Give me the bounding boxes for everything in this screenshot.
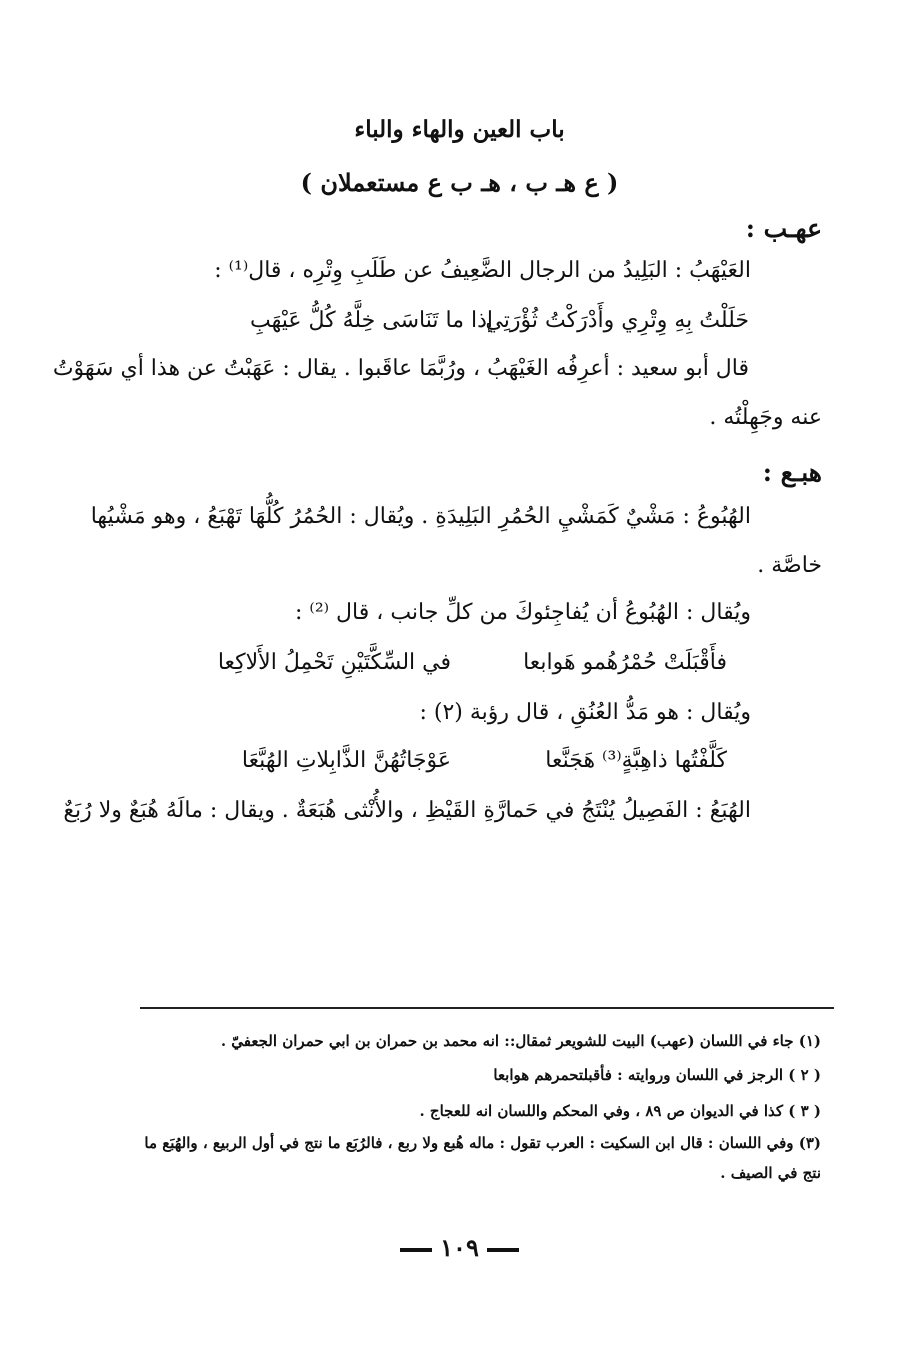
page-number-dash-right bbox=[487, 1248, 519, 1252]
entry-hba-line-1: الهُبُوعُ : مَشْيٌ كَمَشْيِ الحُمُرِ البَلِيدَةِ . ويُقال : الحُمُرُ كُلُّهَا تَهْبَعُ ، وهو مَشْيُها bbox=[90, 504, 751, 529]
footnote-3: ( ٣ ) كذا في الديوان ص ٨٩ ، وفي المحكم واللسان انه للعجاج . bbox=[419, 1102, 821, 1120]
entry-ahb-line-2: قال أبو سعيد : أعرِفُه الغَيْهَبُ ، ورُبَّمَا عاقَبوا . يقال : عَهَبْتُ عن هذا أي سَهَوْتُ bbox=[52, 356, 749, 381]
entry-heading-hba: هبـع : bbox=[762, 458, 822, 487]
entry-hba-line-4: ويُقال : هو مَدُّ العُنُقِ ، قال رؤبة (٢) : bbox=[419, 700, 751, 725]
verse-3-second-hemistich: عَوْجَاتُهُنَّ الذَّابِلاتِ الهُبَّعَا bbox=[241, 748, 451, 773]
page-number bbox=[0, 1233, 919, 1262]
page-title: باب العين والهاء والباء bbox=[354, 116, 565, 143]
footnote-1: (١) جاء في اللسان (عهب) البيت للشويعر ثمقال:: انه محمد بن حمران بن ابي حمران الجعفيّ . bbox=[220, 1032, 821, 1050]
entry-hba-line-5: الهُبَعُ : الفَصِيلُ يُنْتَجُ في حَمارَّةِ القَيْظِ ، والأُنْثى هُبَعَةٌ . ويقال : مالَهُ هُبَعٌ ولا رُبَعٌ bbox=[63, 798, 751, 823]
footnote-separator bbox=[140, 1007, 834, 1009]
entry-hba-line-3: ويُقال : الهُبُوعُ أن يُفاجِئوكَ من كلِّ جانب ، قال ⁽²⁾ : bbox=[295, 600, 751, 625]
footnote-4-continued: نتج في الصيف . bbox=[720, 1164, 821, 1182]
page-number-dash-left bbox=[400, 1248, 432, 1252]
verse-1-first-hemistich: حَلَلْتُ بِهِ وِتْرِي وأَدْرَكْتُ ثُؤْرَتِي bbox=[485, 308, 749, 333]
page-number-value: ١٠٩ bbox=[440, 1233, 479, 1262]
verse-2-second-hemistich: في السِّكَّتَيْنِ تَحْمِلُ الأَلاكِعا bbox=[217, 650, 451, 675]
entry-ahb-line-3: عنه وجَهِلْتُه . bbox=[709, 405, 822, 430]
entry-ahb-line-1: العَيْهَبُ : البَلِيدُ من الرجال الضَّعِيفُ عن طَلَبِ وِتْرِه ، قال⁽¹⁾ : bbox=[214, 258, 751, 283]
verse-3-first-hemistich: كَلَّفْتُها ذاهِبَّةٍ⁽³⁾ هَجَنَّعا bbox=[545, 748, 727, 773]
verse-1-second-hemistich: إذا ما تَنَاسَى خِلَّهُ كُلُّ عَيْهَبِ bbox=[249, 308, 493, 333]
footnote-2: ( ٢ ) الرجز في اللسان وروايته : فأقبلتحمرهم هوابعا bbox=[493, 1066, 821, 1084]
footnote-4: (٣) وفي اللسان : قال ابن السكيت : العرب تقول : ماله هُبع ولا ربع ، فالرُبَع ما نتج في أول الربيع ، والهُبَع ما bbox=[144, 1134, 821, 1152]
page-subtitle: ( ع هـ ب ، هـ ب ع مستعملان ) bbox=[300, 168, 619, 197]
entry-hba-line-2: خاصَّة . bbox=[757, 553, 822, 578]
entry-heading-ahb: عهـب : bbox=[745, 214, 822, 243]
verse-2-first-hemistich: فأَقْبَلَتْ حُمْرُهُمو هَوابعا bbox=[523, 650, 727, 675]
